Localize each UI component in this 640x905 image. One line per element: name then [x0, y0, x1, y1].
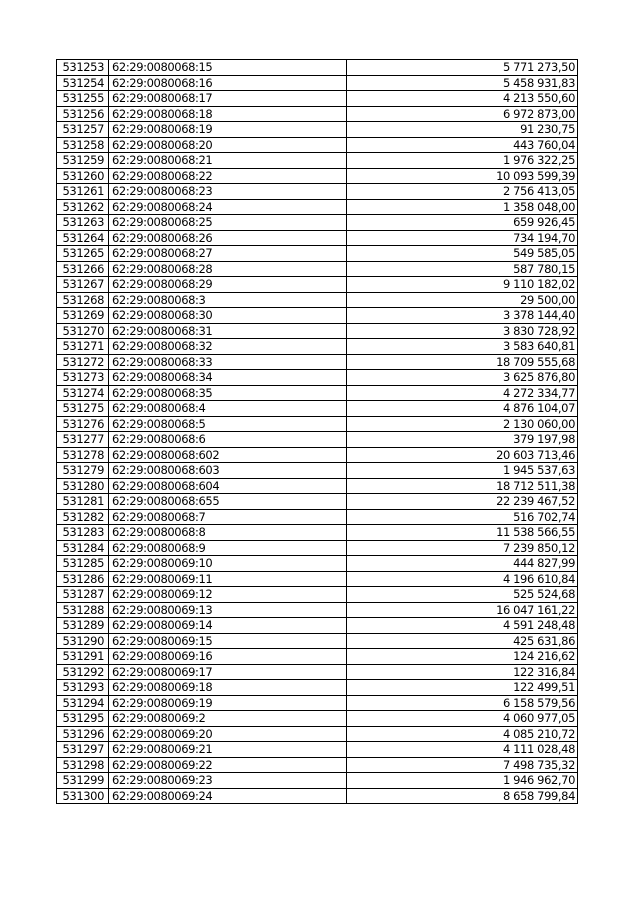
- cadastral-number-cell: 62:29:0080068:21: [109, 153, 347, 169]
- table-row: [57, 509, 578, 525]
- row-number-cell: 531270: [57, 323, 109, 339]
- table-row: [57, 91, 578, 107]
- table-row: [57, 463, 578, 479]
- row-number-cell: 531271: [57, 339, 109, 355]
- row-number-cell: 531259: [57, 153, 109, 169]
- cadastral-number-cell: 62:29:0080069:21: [109, 742, 347, 758]
- cadastral-value-cell: 3 830 728,92: [347, 323, 578, 339]
- table-row: [57, 277, 578, 293]
- table-body: [57, 60, 578, 804]
- row-number-cell: 531253: [57, 60, 109, 76]
- cadastral-value-cell: 6 972 873,00: [347, 106, 578, 122]
- row-number-cell: 531255: [57, 91, 109, 107]
- cadastral-value-cell: 1 976 322,25: [347, 153, 578, 169]
- cadastral-number-cell: 62:29:0080069:12: [109, 587, 347, 603]
- cadastral-number-cell: 62:29:0080068:29: [109, 277, 347, 293]
- cadastral-number-cell: 62:29:0080069:15: [109, 633, 347, 649]
- cadastral-number-cell: 62:29:0080068:22: [109, 168, 347, 184]
- row-number-cell: 531267: [57, 277, 109, 293]
- table-row: [57, 60, 578, 76]
- row-number-cell: 531291: [57, 649, 109, 665]
- table-row: [57, 354, 578, 370]
- cadastral-value-cell: 6 158 579,56: [347, 695, 578, 711]
- row-number-cell: 531289: [57, 618, 109, 634]
- table-row: [57, 401, 578, 417]
- cadastral-value-cell: 525 524,68: [347, 587, 578, 603]
- row-number-cell: 531299: [57, 773, 109, 789]
- table-row: [57, 230, 578, 246]
- table-row: [57, 633, 578, 649]
- cadastral-number-cell: 62:29:0080068:15: [109, 60, 347, 76]
- cadastral-number-cell: 62:29:0080069:13: [109, 602, 347, 618]
- row-number-cell: 531280: [57, 478, 109, 494]
- cadastral-number-cell: 62:29:0080069:18: [109, 680, 347, 696]
- cadastral-value-cell: 4 196 610,84: [347, 571, 578, 587]
- cadastral-value-cell: 9 110 182,02: [347, 277, 578, 293]
- table-row: [57, 199, 578, 215]
- cadastral-number-cell: 62:29:0080068:8: [109, 525, 347, 541]
- cadastral-value-cell: 7 498 735,32: [347, 757, 578, 773]
- row-number-cell: 531282: [57, 509, 109, 525]
- cadastral-number-cell: 62:29:0080069:2: [109, 711, 347, 727]
- cadastral-number-cell: 62:29:0080068:33: [109, 354, 347, 370]
- row-number-cell: 531300: [57, 788, 109, 804]
- cadastral-number-cell: 62:29:0080069:14: [109, 618, 347, 634]
- table-row: [57, 494, 578, 510]
- table-row: [57, 323, 578, 339]
- cadastral-value-cell: 5 771 273,50: [347, 60, 578, 76]
- cadastral-value-cell: 4 085 210,72: [347, 726, 578, 742]
- cadastral-value-cell: 18 709 555,68: [347, 354, 578, 370]
- cadastral-value-cell: 5 458 931,83: [347, 75, 578, 91]
- cadastral-number-cell: 62:29:0080069:16: [109, 649, 347, 665]
- table-row: [57, 292, 578, 308]
- table-row: [57, 587, 578, 603]
- table-row: [57, 773, 578, 789]
- cadastral-number-cell: 62:29:0080068:23: [109, 184, 347, 200]
- cadastral-number-cell: 62:29:0080068:28: [109, 261, 347, 277]
- row-number-cell: 531295: [57, 711, 109, 727]
- row-number-cell: 531279: [57, 463, 109, 479]
- cadastral-value-cell: 425 631,86: [347, 633, 578, 649]
- row-number-cell: 531297: [57, 742, 109, 758]
- cadastral-number-cell: 62:29:0080069:20: [109, 726, 347, 742]
- cadastral-number-cell: 62:29:0080068:24: [109, 199, 347, 215]
- table-row: [57, 137, 578, 153]
- cadastral-number-cell: 62:29:0080068:17: [109, 91, 347, 107]
- cadastral-value-cell: 1 358 048,00: [347, 199, 578, 215]
- cadastral-value-cell: 122 499,51: [347, 680, 578, 696]
- row-number-cell: 531260: [57, 168, 109, 184]
- table-row: [57, 75, 578, 91]
- table-row: [57, 168, 578, 184]
- cadastral-value-cell: 7 239 850,12: [347, 540, 578, 556]
- cadastral-number-cell: 62:29:0080068:30: [109, 308, 347, 324]
- table-row: [57, 370, 578, 386]
- cadastral-number-cell: 62:29:0080068:603: [109, 463, 347, 479]
- row-number-cell: 531287: [57, 587, 109, 603]
- row-number-cell: 531273: [57, 370, 109, 386]
- row-number-cell: 531269: [57, 308, 109, 324]
- table-row: [57, 447, 578, 463]
- cadastral-number-cell: 62:29:0080068:34: [109, 370, 347, 386]
- cadastral-number-cell: 62:29:0080068:7: [109, 509, 347, 525]
- table-row: [57, 416, 578, 432]
- table-row: [57, 478, 578, 494]
- cadastral-value-cell: 22 239 467,52: [347, 494, 578, 510]
- cadastral-value-cell: 3 378 144,40: [347, 308, 578, 324]
- cadastral-value-cell: 659 926,45: [347, 215, 578, 231]
- cadastral-value-cell: 4 591 248,48: [347, 618, 578, 634]
- cadastral-value-cell: 1 945 537,63: [347, 463, 578, 479]
- row-number-cell: 531285: [57, 556, 109, 572]
- row-number-cell: 531288: [57, 602, 109, 618]
- cadastral-number-cell: 62:29:0080068:19: [109, 122, 347, 138]
- cadastral-value-cell: 4 111 028,48: [347, 742, 578, 758]
- table-row: [57, 308, 578, 324]
- table-row: [57, 153, 578, 169]
- cadastral-number-cell: 62:29:0080068:604: [109, 478, 347, 494]
- cadastral-number-cell: 62:29:0080069:22: [109, 757, 347, 773]
- table-row: [57, 556, 578, 572]
- table-row: [57, 680, 578, 696]
- cadastral-value-cell: 516 702,74: [347, 509, 578, 525]
- table-row: [57, 788, 578, 804]
- cadastral-number-cell: 62:29:0080069:11: [109, 571, 347, 587]
- cadastral-number-cell: 62:29:0080068:5: [109, 416, 347, 432]
- cadastral-number-cell: 62:29:0080069:19: [109, 695, 347, 711]
- table-row: [57, 106, 578, 122]
- table-row: [57, 618, 578, 634]
- cadastral-number-cell: 62:29:0080068:31: [109, 323, 347, 339]
- row-number-cell: 531275: [57, 401, 109, 417]
- row-number-cell: 531286: [57, 571, 109, 587]
- table-row: [57, 385, 578, 401]
- table-row: [57, 525, 578, 541]
- cadastral-value-cell: 4 272 334,77: [347, 385, 578, 401]
- row-number-cell: 531298: [57, 757, 109, 773]
- row-number-cell: 531256: [57, 106, 109, 122]
- table-row: [57, 602, 578, 618]
- cadastral-value-cell: 549 585,05: [347, 246, 578, 262]
- cadastral-value-cell: 11 538 566,55: [347, 525, 578, 541]
- table-row: [57, 711, 578, 727]
- cadastral-value-cell: 4 213 550,60: [347, 91, 578, 107]
- table-row: [57, 432, 578, 448]
- table-row: [57, 215, 578, 231]
- row-number-cell: 531296: [57, 726, 109, 742]
- row-number-cell: 531290: [57, 633, 109, 649]
- cadastral-value-cell: 444 827,99: [347, 556, 578, 572]
- cadastral-number-cell: 62:29:0080068:26: [109, 230, 347, 246]
- table-row: [57, 664, 578, 680]
- cadastral-number-cell: 62:29:0080068:27: [109, 246, 347, 262]
- cadastral-value-cell: 3 583 640,81: [347, 339, 578, 355]
- cadastral-number-cell: 62:29:0080068:35: [109, 385, 347, 401]
- cadastral-number-cell: 62:29:0080068:16: [109, 75, 347, 91]
- row-number-cell: 531281: [57, 494, 109, 510]
- cadastral-number-cell: 62:29:0080068:32: [109, 339, 347, 355]
- row-number-cell: 531268: [57, 292, 109, 308]
- row-number-cell: 531283: [57, 525, 109, 541]
- row-number-cell: 531263: [57, 215, 109, 231]
- table-row: [57, 540, 578, 556]
- cadastral-value-cell: 4 876 104,07: [347, 401, 578, 417]
- cadastral-value-table: [56, 59, 578, 804]
- cadastral-value-cell: 29 500,00: [347, 292, 578, 308]
- table-row: [57, 261, 578, 277]
- cadastral-value-cell: 124 216,62: [347, 649, 578, 665]
- row-number-cell: 531272: [57, 354, 109, 370]
- cadastral-number-cell: 62:29:0080069:17: [109, 664, 347, 680]
- cadastral-number-cell: 62:29:0080069:10: [109, 556, 347, 572]
- table-row: [57, 339, 578, 355]
- cadastral-value-cell: 20 603 713,46: [347, 447, 578, 463]
- cadastral-number-cell: 62:29:0080068:3: [109, 292, 347, 308]
- table-row: [57, 757, 578, 773]
- cadastral-number-cell: 62:29:0080068:4: [109, 401, 347, 417]
- row-number-cell: 531274: [57, 385, 109, 401]
- row-number-cell: 531293: [57, 680, 109, 696]
- cadastral-number-cell: 62:29:0080068:6: [109, 432, 347, 448]
- table-row: [57, 571, 578, 587]
- cadastral-value-cell: 734 194,70: [347, 230, 578, 246]
- row-number-cell: 531292: [57, 664, 109, 680]
- cadastral-number-cell: 62:29:0080068:9: [109, 540, 347, 556]
- cadastral-value-cell: 16 047 161,22: [347, 602, 578, 618]
- row-number-cell: 531276: [57, 416, 109, 432]
- row-number-cell: 531266: [57, 261, 109, 277]
- cadastral-value-cell: 18 712 511,38: [347, 478, 578, 494]
- cadastral-value-cell: 122 316,84: [347, 664, 578, 680]
- cadastral-number-cell: 62:29:0080068:20: [109, 137, 347, 153]
- table-row: [57, 726, 578, 742]
- row-number-cell: 531264: [57, 230, 109, 246]
- row-number-cell: 531294: [57, 695, 109, 711]
- row-number-cell: 531265: [57, 246, 109, 262]
- cadastral-number-cell: 62:29:0080069:24: [109, 788, 347, 804]
- cadastral-value-cell: 379 197,98: [347, 432, 578, 448]
- table-row: [57, 122, 578, 138]
- table-row: [57, 742, 578, 758]
- cadastral-number-cell: 62:29:0080068:602: [109, 447, 347, 463]
- table-row: [57, 695, 578, 711]
- row-number-cell: 531278: [57, 447, 109, 463]
- row-number-cell: 531262: [57, 199, 109, 215]
- cadastral-number-cell: 62:29:0080068:25: [109, 215, 347, 231]
- cadastral-value-cell: 1 946 962,70: [347, 773, 578, 789]
- cadastral-value-cell: 587 780,15: [347, 261, 578, 277]
- row-number-cell: 531254: [57, 75, 109, 91]
- table-row: [57, 246, 578, 262]
- cadastral-value-cell: 3 625 876,80: [347, 370, 578, 386]
- cadastral-number-cell: 62:29:0080068:18: [109, 106, 347, 122]
- cadastral-number-cell: 62:29:0080068:655: [109, 494, 347, 510]
- row-number-cell: 531257: [57, 122, 109, 138]
- row-number-cell: 531261: [57, 184, 109, 200]
- cadastral-value-cell: 10 093 599,39: [347, 168, 578, 184]
- cadastral-value-cell: 2 130 060,00: [347, 416, 578, 432]
- cadastral-value-cell: 2 756 413,05: [347, 184, 578, 200]
- row-number-cell: 531277: [57, 432, 109, 448]
- row-number-cell: 531258: [57, 137, 109, 153]
- cadastral-number-cell: 62:29:0080069:23: [109, 773, 347, 789]
- table-row: [57, 184, 578, 200]
- table-row: [57, 649, 578, 665]
- cadastral-value-cell: 443 760,04: [347, 137, 578, 153]
- cadastral-value-cell: 4 060 977,05: [347, 711, 578, 727]
- cadastral-value-cell: 8 658 799,84: [347, 788, 578, 804]
- row-number-cell: 531284: [57, 540, 109, 556]
- cadastral-value-cell: 91 230,75: [347, 122, 578, 138]
